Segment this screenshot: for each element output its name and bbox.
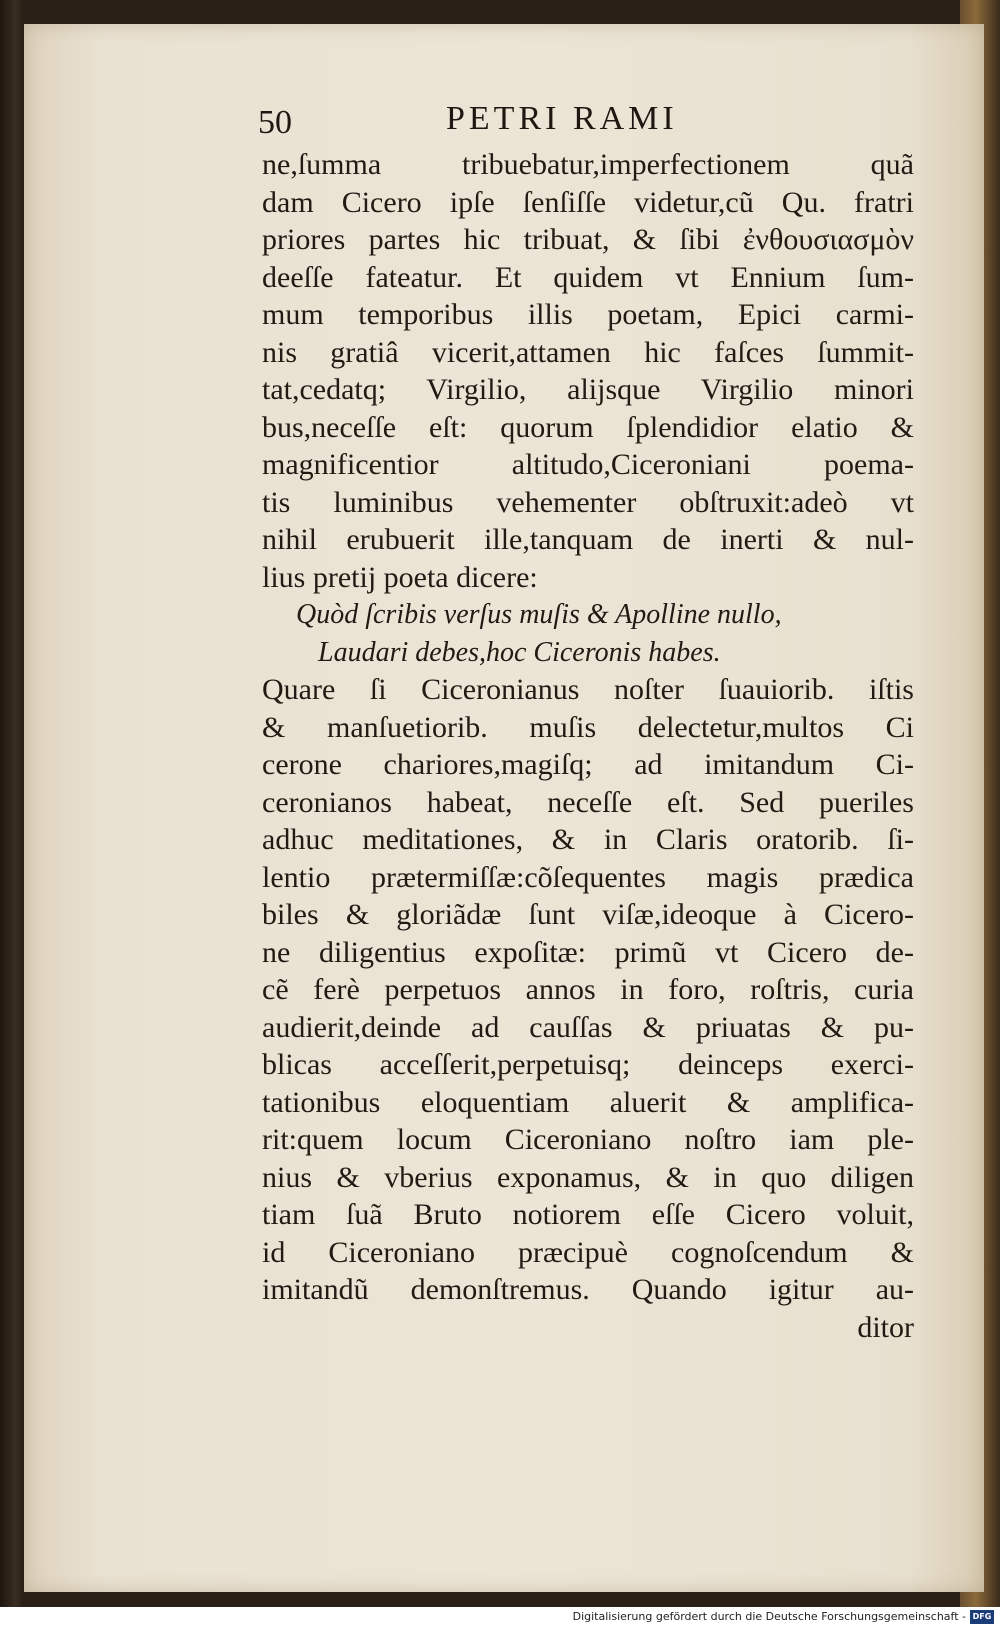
text-line: dam Cicero ipſe ſenſiſſe videtur,cũ Qu. fratri (262, 185, 914, 219)
funding-credit: Digitalisierung gefördert durch die Deutsche Forschungsgemeinschaft - (572, 1610, 966, 1623)
text-line: tat,cedatq; Virgilio, alijsque Virgilio minori (262, 373, 914, 406)
text-line: bus,neceſſe eſt: quorum ſplendidior elatio & (262, 410, 914, 444)
page-number: 50 (258, 104, 292, 141)
text-line: cẽ ferè perpetuos annos in foro, roſtris, curia (262, 973, 914, 1006)
main-text (262, 146, 914, 1346)
text-line: tationibus eloquentiam aluerit & amplifica- (262, 1085, 914, 1119)
text-line: biles & gloriãdæ ſunt viſæ,ideoque à Cicero- (262, 898, 914, 931)
text-line: tiam ſuã Bruto notiorem eſſe Cicero voluit, (262, 1198, 914, 1231)
catchword: ditor (857, 1310, 914, 1344)
text-line: ne,ſumma tribuebatur,imperfectionem quã (262, 148, 914, 181)
text-line: & manſuetiorib. muſis delectetur,multos Ci (262, 710, 914, 744)
text-line: cerone chariores,magiſq; ad imitandum Ci- (262, 748, 914, 781)
text-line: nihil erubuerit ille,tanquam de inerti & nul- (262, 523, 914, 556)
text-line: audierit,deinde ad cauſſas & priuatas & pu- (262, 1010, 914, 1044)
text-line: ceronianos habeat, neceſſe eſt. Sed pueriles (262, 785, 914, 819)
text-line: lentio prætermiſſæ:cõſequentes magis prædica (262, 860, 914, 894)
text-line: id Ciceroniano præcipuè cognoſcendum & (262, 1235, 914, 1269)
text-line: imitandũ demonſtremus. Quando igitur au- (262, 1273, 914, 1306)
verse-line: Quòd ſcribis verſus muſis & Apolline nullo, (296, 599, 782, 630)
text-line: ne diligentius expoſitæ: primũ vt Cicero de- (262, 935, 914, 969)
text-line: lius pretij poeta dicere: (262, 560, 538, 594)
text-line: priores partes hic tribuat, & ſibi ἐνθουσιασμὸν (262, 223, 914, 256)
text-line: rit:quem locum Ciceroniano noſtro iam ple- (262, 1123, 914, 1156)
text-line: tis luminibus vehementer obſtruxit:adeò vt (262, 485, 914, 519)
text-line: deeſſe fateatur. Et quidem vt Ennium ſum- (262, 260, 914, 294)
verse-line: Laudari debes,hoc Ciceronis habes. (318, 636, 721, 668)
text-line: nis gratiâ vicerit,attamen hic faſces ſummit- (262, 335, 914, 369)
text-line: Quare ſi Ciceronianus noſter ſuauiorib. iſtis (262, 673, 914, 706)
text-line: blicas acceſſerit,perpetuisq; deinceps exerci- (262, 1048, 914, 1081)
running-head: PETRI RAMI (446, 100, 678, 137)
text-line: nius & vberius exponamus, & in quo diligen (262, 1160, 914, 1194)
text-line: magnificentior altitudo,Ciceroniani poema- (262, 448, 914, 481)
text-line: mum temporibus illis poetam, Epici carmi- (262, 298, 914, 331)
dfg-logo: DFG (970, 1610, 994, 1624)
text-line: adhuc meditationes, & in Claris oratorib. ſi- (262, 823, 914, 856)
book-cover-edge (0, 0, 22, 1607)
